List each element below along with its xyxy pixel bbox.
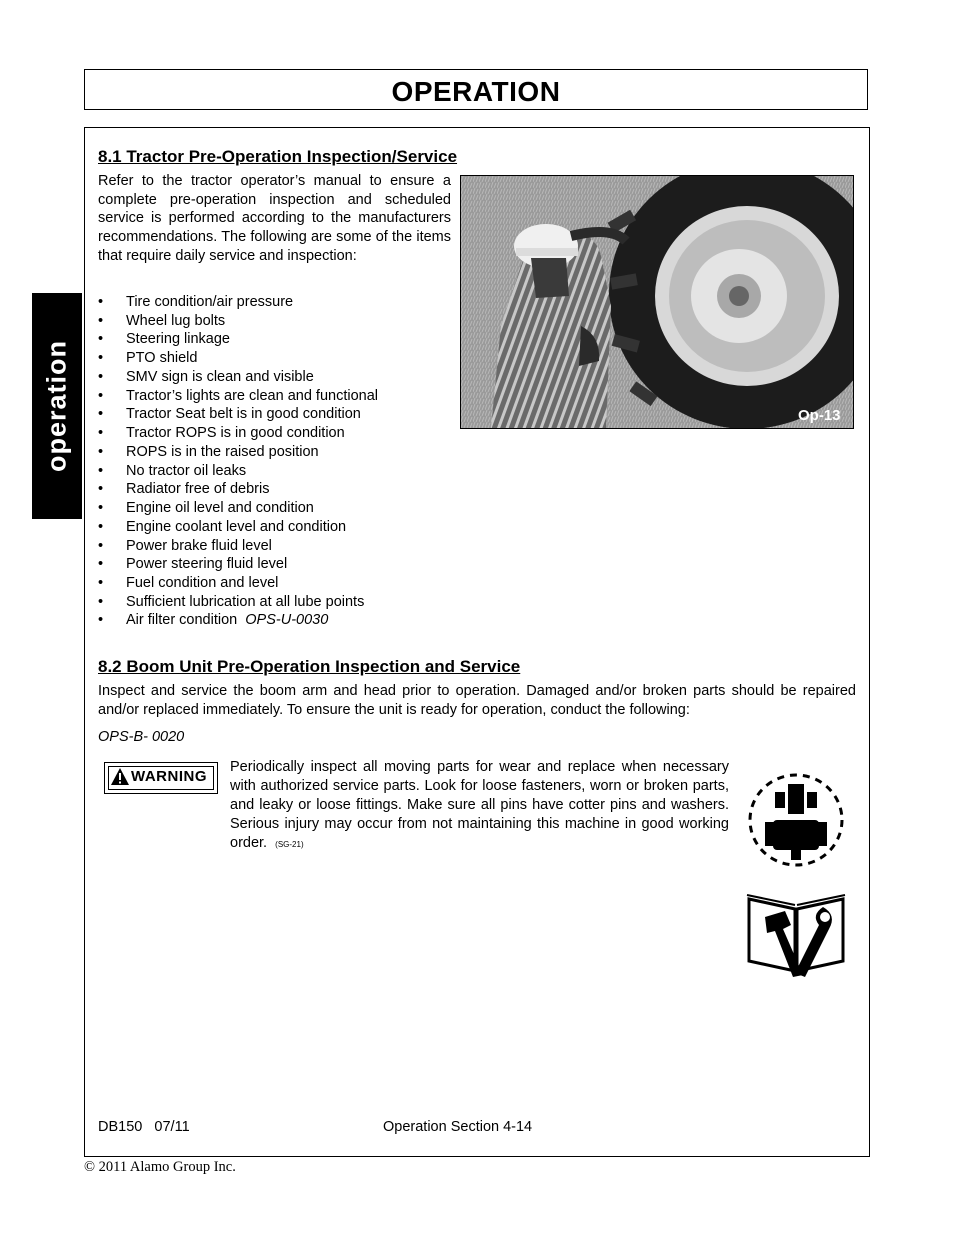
- list-item: • Tractor ROPS is in good condition: [98, 424, 378, 443]
- warning-text: [230, 758, 729, 854]
- warning-ref: (SG-21): [275, 840, 304, 849]
- section2-heading: 8.2 Boom Unit Pre-Operation Inspection and Service: [98, 657, 521, 676]
- list-item: • Sufficient lubrication at all lube points: [98, 593, 378, 612]
- warning-label: WARNING: [131, 768, 207, 785]
- section1-heading: 8.1 Tractor Pre-Operation Inspection/Service: [98, 147, 458, 166]
- list-item: • Engine oil level and condition: [98, 499, 378, 518]
- header-box: [84, 69, 868, 110]
- photo-illustration: [461, 176, 853, 428]
- item-code: OPS-U-0030: [245, 612, 329, 629]
- service-manual-icon: [745, 885, 847, 979]
- list-item: • Wheel lug bolts: [98, 312, 378, 331]
- side-tab: [32, 293, 82, 519]
- footer-section: Operation Section 4-14: [383, 1119, 533, 1135]
- list-item: • SMV sign is clean and visible: [98, 368, 378, 387]
- section2-intro: Inspect and service the boom arm and head prior to operation. Damaged and/or broken parts should be repaired and/or replaced immediately. To ensure the unit is ready for operation, conduct the following:: [98, 683, 856, 718]
- copyright: © 2011 Alamo Group Inc.: [84, 1159, 236, 1175]
- list-item: • ROPS is in the raised position: [98, 443, 378, 462]
- photo-label: Op-13: [798, 407, 841, 424]
- warning-body: Periodically inspect all moving parts for wear and replace when necessary with authorized service parts. Look for loose fasteners, worn or broken parts, and leaky or loose fittings. Make sure all pins have cotter pins and washers. Serious injury may occur from not maintaining this machine in good working order.: [230, 759, 729, 851]
- inspection-list: [98, 293, 378, 630]
- list-item: • Steering linkage: [98, 330, 378, 349]
- warning-badge: [104, 762, 218, 794]
- section1-intro: Refer to the tractor operator’s manual to ensure a complete pre-operation inspection and scheduled service is performed according to the manufacturers recommendations. The following are some of the items that require daily service and inspection:: [98, 173, 451, 264]
- list-item: • No tractor oil leaks: [98, 462, 378, 481]
- side-tab-label: operation: [41, 339, 72, 473]
- warning-triangle-icon: [110, 767, 130, 787]
- list-item: • PTO shield: [98, 349, 378, 368]
- list-item: • Radiator free of debris: [98, 480, 378, 499]
- list-item: [98, 611, 378, 630]
- tire-inspection-photo: [460, 175, 854, 429]
- list-item: • Power steering fluid level: [98, 555, 378, 574]
- list-item: • Power brake fluid level: [98, 537, 378, 556]
- footer-model-date: DB150 07/11: [98, 1119, 190, 1135]
- tractor-safety-icon: [745, 770, 847, 870]
- list-item: • Engine coolant level and condition: [98, 518, 378, 537]
- list-item: • Fuel condition and level: [98, 574, 378, 593]
- list-item-label: Air filter condition: [126, 612, 238, 629]
- page-title: OPERATION: [391, 76, 561, 107]
- list-item: • Tractor Seat belt is in good condition: [98, 405, 378, 424]
- list-item: • Tire condition/air pressure: [98, 293, 378, 312]
- list-item: • Tractor’s lights are clean and functional: [98, 387, 378, 406]
- section2-code: OPS-B- 0020: [98, 729, 185, 745]
